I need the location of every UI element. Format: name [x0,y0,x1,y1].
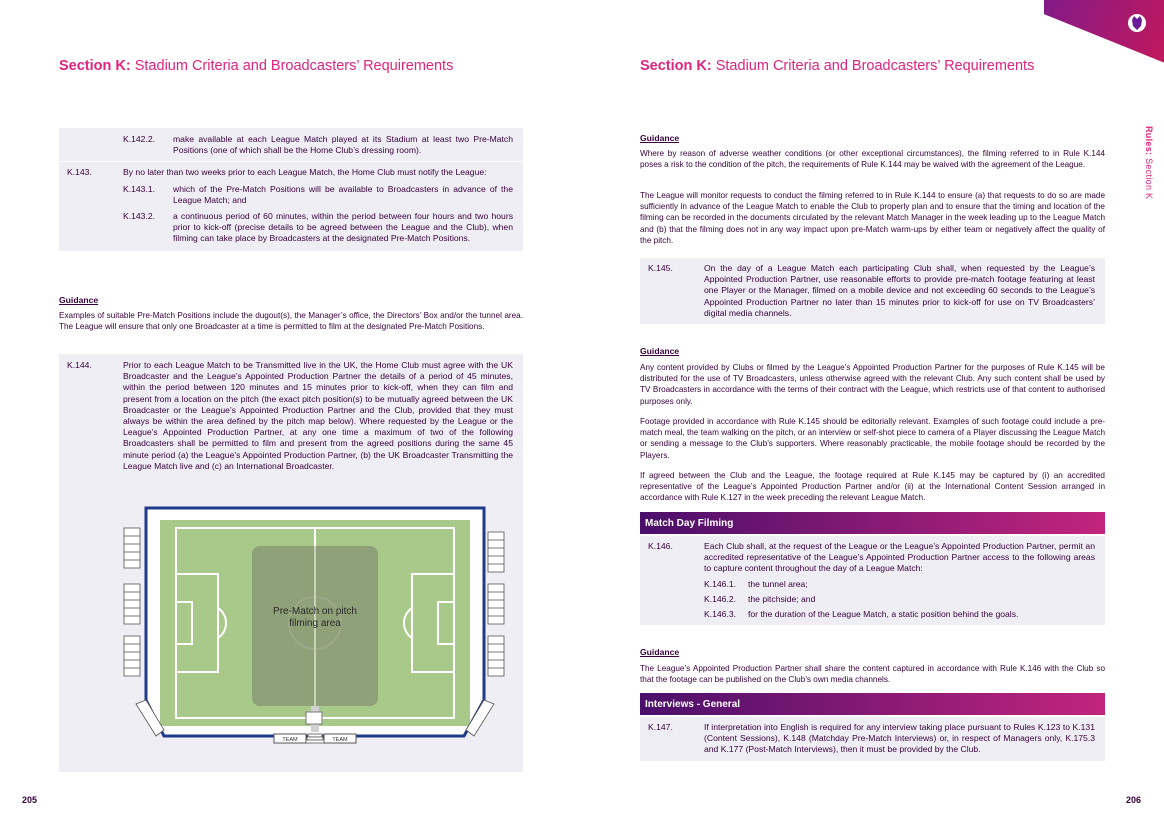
guidance-text: The League’s Appointed Production Partner shall share the content captured in accordance with Rule K.146 with the Club so that the footage can be published on the Club’s own media channels. [640,664,1105,685]
guidance-heading: Guidance [59,295,99,305]
page-number-right: 206 [1126,795,1142,805]
team-label-2: TEAM [332,737,348,743]
tunnel-steps [306,734,324,743]
guidance-text: Examples of suitable Pre-Match Positions include the dugout(s), the Manager’s office, the Directors’ Box and/or the tunnel area. The League will ensure that only one Broadcaster at a time is permitted to film at the designated Pre-Match Positions. [59,311,523,332]
guidance-heading: Guidance [640,346,680,356]
rule-box-k147 [640,717,1105,761]
rule-k147: K.147. If interpretation into English is required for any interview taking place pursuant to Rules K.123 to K.131 (Content Sessions), K.148 (Matchday Pre-Match Interviews) or, in respect of Managers only, K.175.3 and K.177 (Post-Match Interviews), then it must be provided by the Club. [648,722,1095,755]
right-page [582,0,1164,825]
rule-k145: K.145. On the day of a League Match each participating Club shall, when requested by the League’s Appointed Production Partner, use reasonable efforts to provide pre-match footage featuring at least one Player or the Manager, filmed on a mobile device and not exceeding 60 seconds to the League’s Appointed Production Partner no later than 15 minutes prior to kick-off for use on TV Broadcasters’ digital media channels. [648,263,1095,318]
guidance-text: Footage provided in accordance with Rule K.145 should be editorially relevant. Examples of such footage could include a pre-match meal, the team walking on the pitch, or an interview or self-shot piece to camera of a Player discussing the League Match or sending a message to the Club’s supporters. Where reasonably practicable, the mobile footage should be recorded by the Players. [640,417,1105,460]
stand-blocks-right [488,532,504,676]
rule-k146-3: K.146.3. for the duration of the League Match, a static position behind the goals. [704,609,1019,620]
team-label-1: TEAM [282,737,298,743]
rule-k146: K.146. Each Club shall, at the request of the League or the League’s Appointed Production Partner, permit an accredited representative of the League’s Appointed Production Partner access to the following areas to capture content throughout the day of a League Match: [648,541,1095,574]
rule-k143-2: K.143.2. a continuous period of 60 minutes, within the period between four hours and two hours prior to kick-off (precise details to be agreed between the League and the Club), when filming can take place by Broadcasters at the designated Pre-Match Positions. [123,211,513,244]
rule-k146-2: K.146.2. the pitchside; and [704,593,816,604]
rule-k144: K.144. Prior to each League Match to be Transmitted live in the UK, the Home Club must agree with the UK Broadcaster and the League’s Appointed Production Partner the details of a period of 45 minutes, within the period between 120 minutes and 15 minutes prior to kick-off, when they can film and present from a location on the pitch (the exact pitch position(s) to be mutually agreed between the UK Broadcaster or the League’s Appointed Production Partner and the Club, provided that they must always be within the area defined by the pitch map below). Where requested by the League or the League’s Appointed Production Partner, at any one time a maximum of two of the following Broadcasters shall be permitted to film and present from the agreed positions during the same 45 minute period (a) the League’s Appointed Production Partner, (b) the UK Broadcaster Transmitting the League Match live and (c) an International Broadcaster. [67,360,513,471]
tunnel-box [306,712,322,724]
rule-k142-2: K.142.2. make available at each League Match played at its Stadium at least two Pre-Match Positions (one of which shall be the Home Club’s dressing room). [123,134,513,156]
stand-blocks-left [124,528,140,676]
rule-box-k142-k143 [59,128,523,251]
lion-logo-icon [1126,12,1148,34]
side-tab: Rules: Section K [1144,126,1154,200]
guidance-heading: Guidance [640,647,680,657]
section-bar-match-day-filming: Match Day Filming [640,512,1105,534]
guidance-text: Where by reason of adverse weather conditions (or other exceptional circumstances), the filming referred to in Rule K.144 poses a risk to the condition of the pitch, the requirements of Rule K.144 may be waived with the agreement of the League. [640,149,1105,170]
guidance-text: The League will monitor requests to conduct the filming referred to in Rule K.144 to ensure (a) that requests to do so are made sufficiently in advance of the League Match to enable the Club to properly plan and to ensure that the timing and location of the filming can be recorded in the documents circulated by the relevant Match Manager in the week leading up to the League Match and (b) that the filming does not in any way impact upon pre-Match warm-ups by either team or negatively affect the quality of the pitch. [640,191,1105,245]
page-number-left: 205 [22,795,38,805]
filming-area-label-2: filming area [289,618,341,629]
pitch-map [118,504,510,750]
rule-box-k145 [640,258,1105,324]
page-title-left: Section K: Stadium Criteria and Broadcasters’ Requirements [59,58,454,74]
guidance-text: If agreed between the Club and the League, the footage required at Rule K.145 may be captured by (i) an accredited representative of the League’s Appointed Production Partner and/or (ii) at the International Content Session arranged in accordance with Rule K.127 in the week preceding the relevant League Match. [640,471,1105,503]
corner-decoration [1044,0,1164,70]
rule-k143: K.143. By no later than two weeks prior to each League Match, the Home Club must notify the League: [67,167,487,178]
section-bar-interviews-general: Interviews - General [640,693,1105,715]
guidance-heading: Guidance [640,133,680,143]
rule-box-k146 [640,536,1105,625]
rule-k146-1: K.146.1. the tunnel area; [704,578,808,589]
rule-k143-1: K.143.1. which of the Pre-Match Positions will be available to Broadcasters in advance of the League Match; and [123,183,513,205]
page-title-right: Section K: Stadium Criteria and Broadcasters’ Requirements [640,58,1035,74]
filming-area-label-1: Pre-Match on pitch [273,606,357,617]
guidance-text: Any content provided by Clubs or filmed by the League’s Appointed Production Partner for the purposes of Rule K.145 will be distributed for the use of TV Broadcasters, unless otherwise agreed with the relevant Club. Any such content shall be used by TV Broadcasters in accordance with the terms of their contract with the League, which restricts use of that content to authorised purposes only. [640,363,1105,406]
